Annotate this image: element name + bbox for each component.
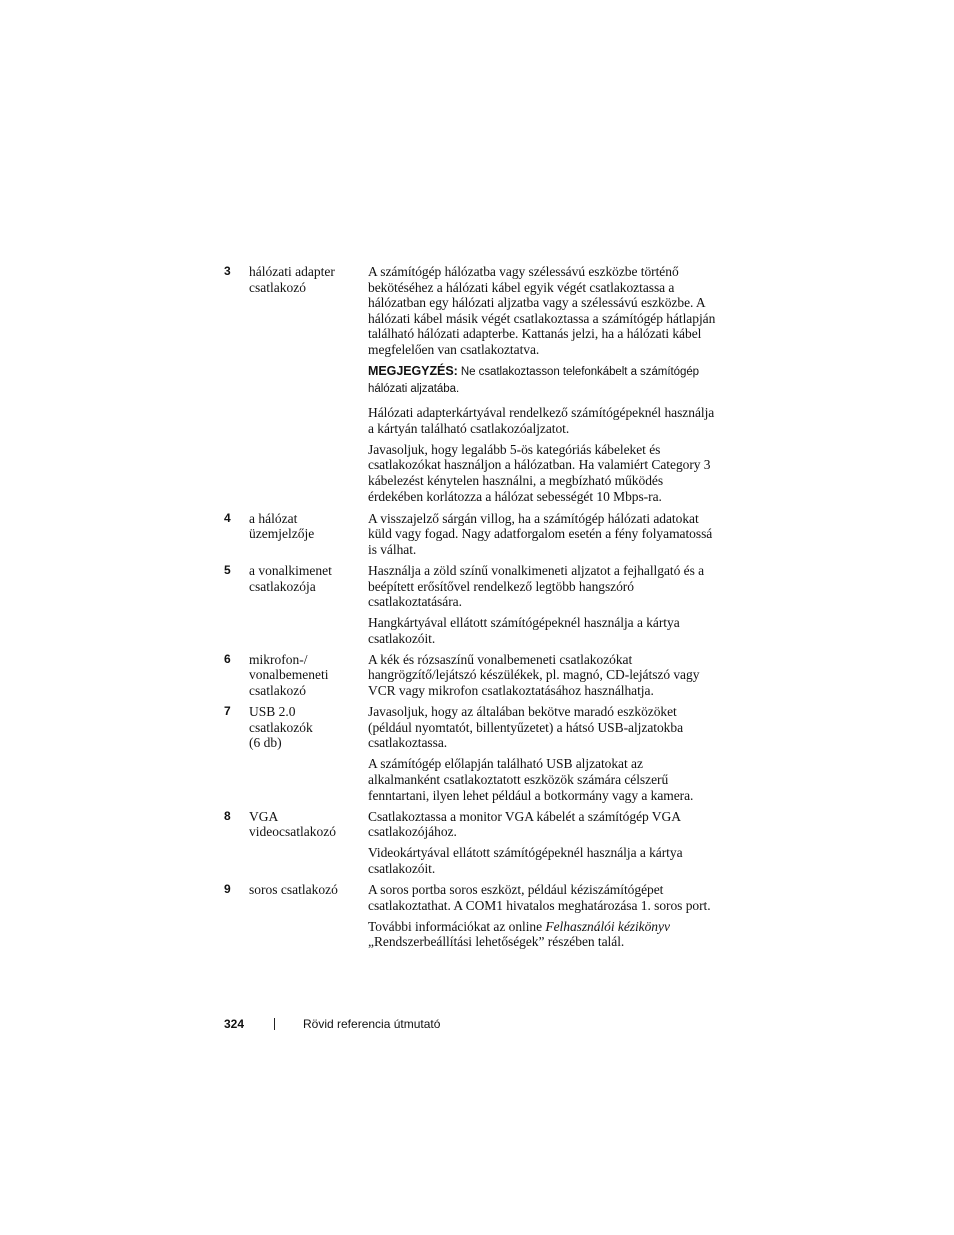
- table-row: [224, 809, 716, 882]
- description-paragraph: Javasoljuk, hogy az általában bekötve maradó eszközöket (például nyomtatót, billentyűzetet) a hátsó USB-aljzatokba csatlakoztassa.: [368, 704, 684, 751]
- note: [368, 363, 716, 398]
- description-paragraph: A soros portba soros eszközt, például kéziszámítógépet csatlakoztathat. A COM1 hivatalos meghatározása 1. soros port.: [368, 882, 711, 913]
- description-paragraph: Használja a zöld színű vonalkimeneti aljzatot a fejhallgató és a beépített erősítővel rendelkező legtöbb hangszóró csatlakoztatására.: [368, 562, 705, 610]
- item-description: [368, 563, 716, 652]
- item-label: soros csatlakozó: [249, 882, 338, 898]
- item-number: 7: [224, 704, 231, 719]
- description-paragraph: Javasoljuk, hogy legalább 5-ös kategóriás kábeleket és csatlakozókat használjon a hálózatban. Ha valamiért Category 3 kábelezést kénytelen használni, a megbízható működés érdekében korlátozza a hálózat sebességét 10 Mbps-ra.: [368, 441, 711, 504]
- description-paragraph: [368, 919, 716, 950]
- text-run: „Rendszerbeállítási lehetőségek” részében talál.: [368, 934, 625, 950]
- description-paragraph: A számítógép előlapján található USB aljzatokat az alkalmanként csatlakoztatott eszközök számára célszerű fenntartani, ilyen lehet például a botkormány vagy a kamera.: [368, 756, 694, 803]
- manual-title: Felhasználói kézikönyv: [545, 918, 670, 934]
- item-description: [368, 704, 716, 809]
- table-row: [224, 704, 716, 809]
- item-label: mikrofon-/ vonalbemeneti csatlakozó: [249, 651, 329, 699]
- item-description: [368, 652, 716, 704]
- page-footer: [224, 1016, 440, 1032]
- text-run: További információkat az online: [368, 918, 546, 934]
- item-label: a hálózat üzemjelzője: [249, 510, 315, 542]
- description-paragraph: A számítógép hálózatba vagy szélessávú eszközbe történő bekötéséhez a hálózati kábel egyik végét csatlakoztassa a hálózatban egy hálózati aljzatba vagy a szélessávú eszközbe. A hálózati kábel másik végét csatlakoztassa a számítógép hátlapján található hálózati adapterbe. Kattanás jelzi, ha a hálózati kábel megfelelően van csatlakoztatva.: [368, 264, 716, 357]
- item-number: 8: [224, 808, 231, 823]
- item-number: 6: [224, 651, 231, 666]
- item-description: [368, 511, 716, 563]
- item-number: 9: [224, 882, 231, 897]
- table-row: [224, 882, 716, 955]
- item-label: USB 2.0 csatlakozók (6 db): [249, 704, 313, 751]
- item-description: [368, 809, 716, 882]
- table-row: [224, 264, 716, 511]
- item-number: 4: [224, 510, 231, 525]
- page-number: 324: [224, 1017, 245, 1031]
- description-paragraph: A visszajelző sárgán villog, ha a számítógép hálózati adatokat küld vagy fogad. Nagy adatforgalom esetén a fény folyamatossá is válhat.: [368, 510, 713, 557]
- description-paragraph: Hangkártyával ellátott számítógépeknél használja a kártya csatlakozóit.: [368, 615, 680, 646]
- description-paragraph: Videokártyával ellátott számítógépeknél használja a kártya csatlakozóit.: [368, 845, 683, 876]
- description-paragraph: A kék és rózsaszínű vonalbemeneti csatlakozókat hangrögzítő/lejátszó készülékek, pl. magnó, CD-lejátszó vagy VCR vagy mikrofon csatlakoztatásához használhatja.: [368, 651, 700, 699]
- description-paragraph: Hálózati adapterkártyával rendelkező számítógépeknél használja a kártyán található csatlakozóaljzatot.: [368, 405, 715, 436]
- document-title: Rövid referencia útmutató: [303, 1017, 441, 1031]
- description-paragraph: Csatlakoztassa a monitor VGA kábelét a számítógép VGA csatlakozójához.: [368, 808, 681, 840]
- item-description: [368, 264, 716, 510]
- item-description: [368, 882, 716, 955]
- item-number: 5: [224, 562, 231, 577]
- item-label: hálózati adapter csatlakozó: [249, 264, 335, 295]
- item-label: VGA videocsatlakozó: [249, 808, 336, 840]
- table-row: [224, 652, 716, 704]
- connector-table: [224, 264, 716, 955]
- table-row: [224, 511, 716, 563]
- item-number: 3: [224, 264, 231, 278]
- table-row: [224, 563, 716, 652]
- note-text: Ne csatlakoztasson telefonkábelt a számítógép hálózati aljzatába.: [368, 366, 700, 396]
- footer-divider: [274, 1018, 275, 1030]
- item-label: a vonalkimenet csatlakozója: [249, 562, 332, 594]
- note-label: MEGJEGYZÉS:: [368, 364, 458, 379]
